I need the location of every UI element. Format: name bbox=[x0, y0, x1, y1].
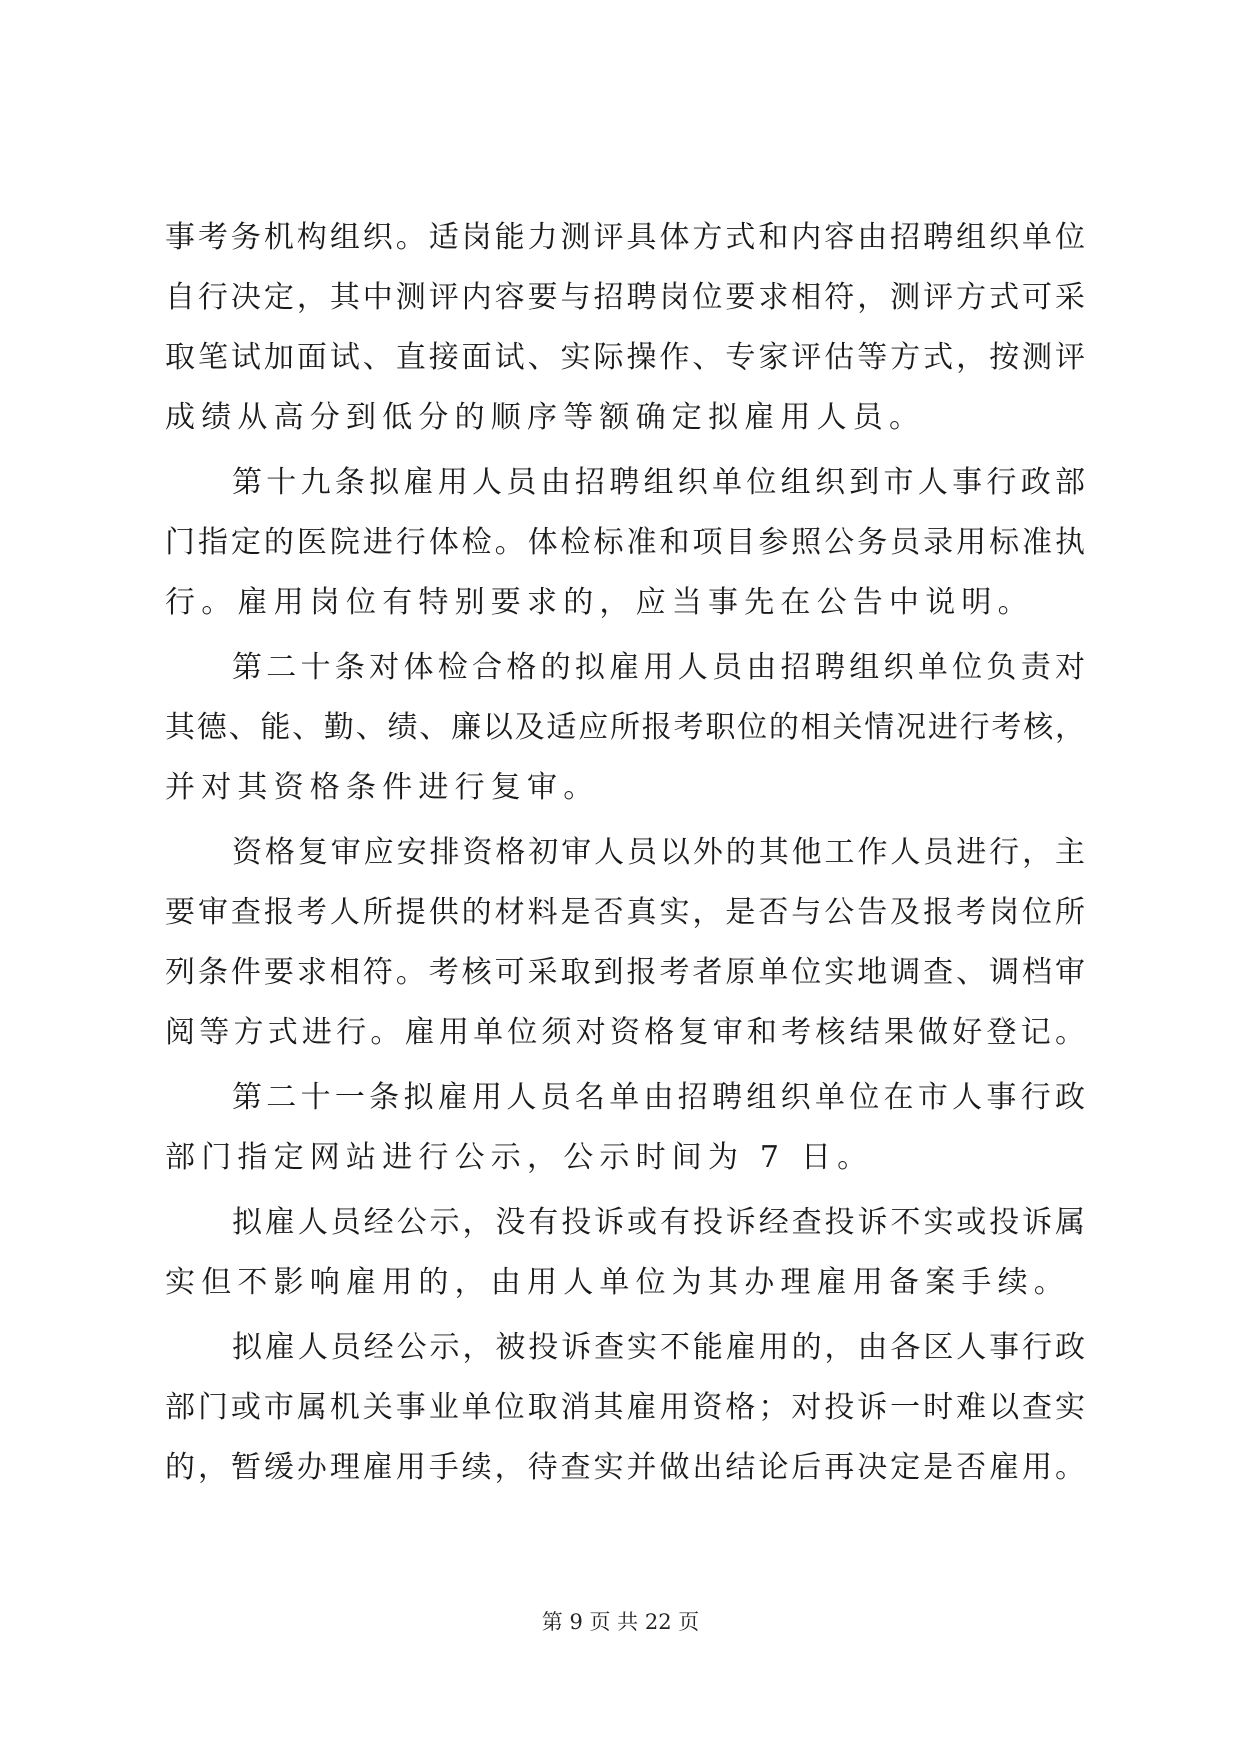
text-line-4: 成绩从高分到低分的顺序等额确定拟雇用人员。 bbox=[165, 400, 926, 435]
text-line-20: 部门或市属机关事业单位取消其雇用资格；对投诉一时难以查实 bbox=[165, 1390, 1085, 1425]
text-line-1: 事考务机构组织。适岗能力测评具体方式和内容由招聘组织单位 bbox=[165, 220, 1085, 255]
text-line-15: 第二十一条拟雇用人员名单由招聘组织单位在市人事行政 bbox=[232, 1080, 1085, 1115]
text-line-9: 其德、能、勤、绩、廉以及适应所报考职位的相关情况进行考核， bbox=[165, 710, 1085, 745]
text-line-11: 资格复审应安排资格初审人员以外的其他工作人员进行，主 bbox=[232, 835, 1085, 870]
text-line-18: 实但不影响雇用的，由用人单位为其办理雇用备案手续。 bbox=[165, 1265, 1070, 1300]
text-line-7: 行。雇用岗位有特别要求的，应当事先在公告中说明。 bbox=[165, 585, 1034, 620]
text-line-5: 第十九条拟雇用人员由招聘组织单位组织到市人事行政部 bbox=[232, 465, 1085, 500]
text-line-14: 阅等方式进行。雇用单位须对资格复审和考核结果做好登记。 bbox=[165, 1015, 1085, 1050]
text-line-6: 门指定的医院进行体检。体检标准和项目参照公务员录用标准执 bbox=[165, 525, 1085, 560]
text-line-13: 列条件要求相符。考核可采取到报考者原单位实地调查、调档审 bbox=[165, 955, 1085, 990]
text-line-16: 部门指定网站进行公示，公示时间为 7 日。 bbox=[165, 1140, 874, 1175]
text-line-17: 拟雇人员经公示，没有投诉或有投诉经查投诉不实或投诉属 bbox=[232, 1205, 1085, 1240]
text-line-2: 自行决定，其中测评内容要与招聘岗位要求相符，测评方式可采 bbox=[165, 280, 1085, 315]
text-line-8: 第二十条对体检合格的拟雇用人员由招聘组织单位负责对 bbox=[232, 650, 1085, 685]
text-line-21: 的，暂缓办理雇用手续，待查实并做出结论后再决定是否雇用。 bbox=[165, 1450, 1085, 1485]
text-line-10: 并对其资格条件进行复审。 bbox=[165, 770, 600, 805]
text-line-12: 要审查报考人所提供的材料是否真实，是否与公告及报考岗位所 bbox=[165, 895, 1085, 930]
text-line-3: 取笔试加面试、直接面试、实际操作、专家评估等方式，按测评 bbox=[165, 340, 1085, 375]
text-line-19: 拟雇人员经公示，被投诉查实不能雇用的，由各区人事行政 bbox=[232, 1330, 1085, 1365]
page-footer: 第 9 页 共 22 页 bbox=[541, 1610, 700, 1634]
